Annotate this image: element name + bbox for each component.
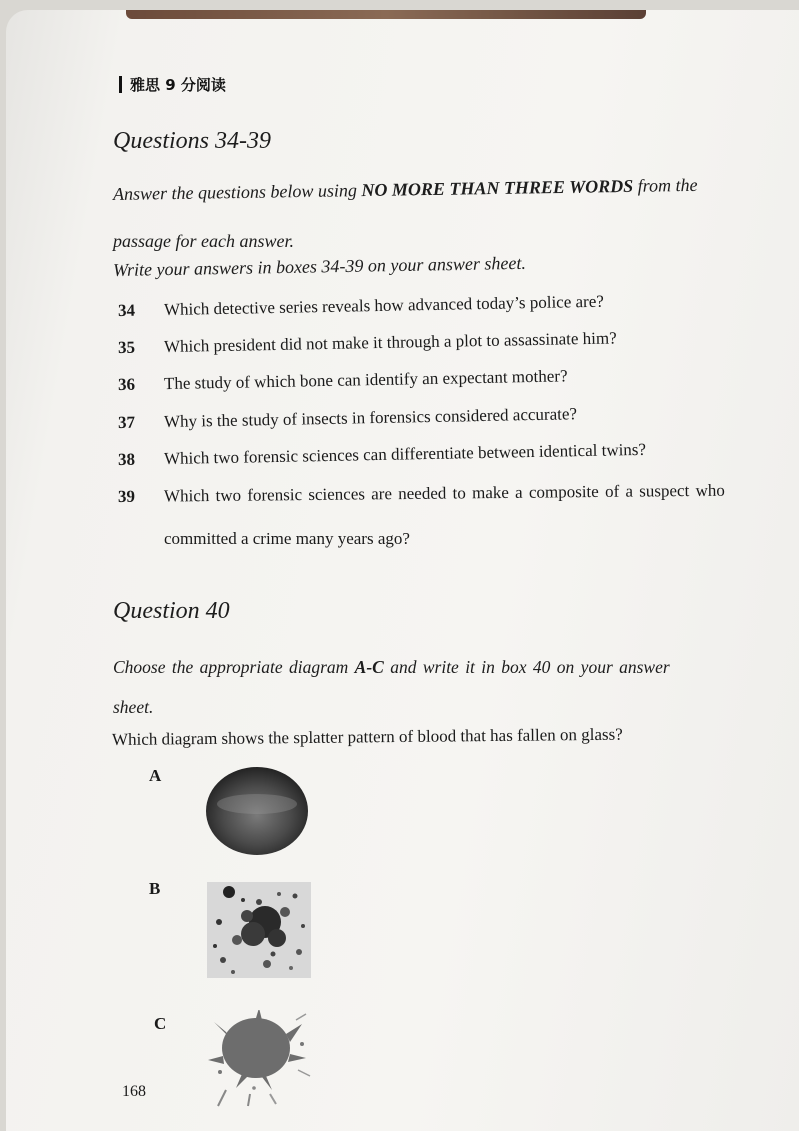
instruction-text: Choose the appropriate diagram xyxy=(113,657,355,677)
instruction-text: Answer the questions below using xyxy=(112,180,362,204)
section-heading-34-39: Questions 34-39 xyxy=(113,128,271,154)
instruction-text-end: and write it in box 40 on your answer xyxy=(383,657,670,677)
section-heading-40: Question 40 xyxy=(113,598,230,624)
question-text: Which president did not make it through a plot to assassinate him? xyxy=(163,328,617,357)
instruction-options: A-C xyxy=(354,657,384,677)
question-number: 34 xyxy=(117,300,136,320)
question-text: Why is the study of insects in forensics considered accurate? xyxy=(163,404,578,432)
book-page xyxy=(6,10,799,1131)
instruction-line-q40-2: sheet. xyxy=(113,697,154,717)
question-text: Which detective series reveals how advanced today’s police are? xyxy=(163,291,605,320)
scattered-splatter-icon xyxy=(207,882,311,978)
spiked-splash-icon xyxy=(206,1010,316,1110)
question-38 xyxy=(118,440,646,470)
question-34 xyxy=(118,292,604,321)
question-text: The study of which bone can identify an expectant mother? xyxy=(163,366,568,394)
instruction-line-q40-1 xyxy=(113,657,670,678)
question-number: 39 xyxy=(117,486,136,506)
question-35 xyxy=(118,328,617,358)
smooth-round-drop-icon xyxy=(202,764,312,858)
instruction-line-3: Write your answers in boxes 34-39 on your answer sheet. xyxy=(112,252,527,280)
instruction-line-1 xyxy=(113,175,698,205)
option-b-label: B xyxy=(149,879,161,898)
question-36 xyxy=(118,366,568,395)
question-39 xyxy=(118,481,725,507)
instruction-word-limit: NO MORE THAN THREE WORDS xyxy=(361,175,634,201)
page-top-edge xyxy=(126,10,646,19)
running-header xyxy=(119,74,226,95)
question-number: 37 xyxy=(117,412,136,432)
header-bar xyxy=(119,76,122,93)
option-c-label: C xyxy=(154,1014,167,1033)
question-number: 38 xyxy=(117,449,136,469)
header-title: 雅思 9 分阅读 xyxy=(130,76,226,94)
option-a-label: A xyxy=(149,766,162,785)
page-number: 168 xyxy=(122,1083,146,1100)
question-40-text: Which diagram shows the splatter pattern of blood that has fallen on glass? xyxy=(111,724,623,749)
question-text: Which two forensic sciences can differentiate between identical twins? xyxy=(163,439,647,469)
question-number: 35 xyxy=(117,337,136,357)
instruction-text-end: from the xyxy=(633,174,698,196)
question-37 xyxy=(118,404,577,433)
instruction-line-2: passage for each answer. xyxy=(113,231,294,251)
question-number: 36 xyxy=(117,374,136,394)
question-39-continuation: committed a crime many years ago? xyxy=(164,529,410,548)
question-text: Which two forensic sciences are needed to make a composite of a suspect who xyxy=(163,480,725,506)
